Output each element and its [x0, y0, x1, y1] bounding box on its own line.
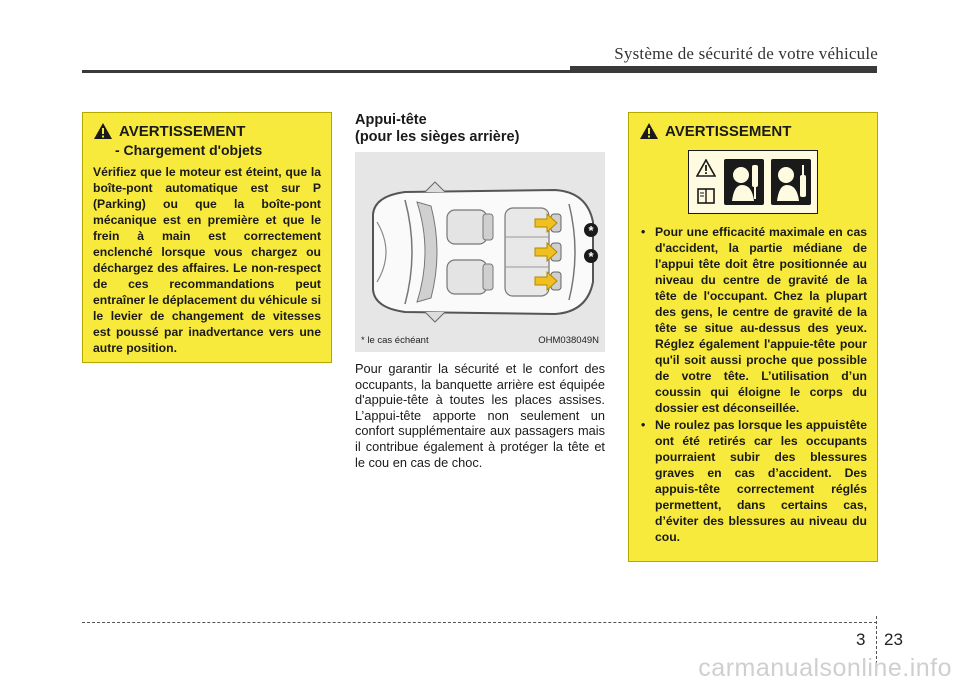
warning-bullet-list [639, 224, 867, 545]
warning-box-loading [82, 112, 332, 363]
warning-triangle-icon [639, 122, 659, 140]
svg-text:*: * [588, 223, 594, 238]
car-top-view-illustration [355, 152, 605, 352]
section-title [355, 112, 519, 146]
pictogram-correct-position [724, 159, 764, 205]
section-title-line2: (pour les sièges arrière) [355, 129, 520, 145]
head-incorrect-icon [771, 159, 811, 205]
pictogram-incorrect-position [771, 159, 811, 205]
figure-note: * le cas échéant [361, 335, 429, 346]
warning-title: AVERTISSEMENT [665, 123, 792, 140]
page-header-title: Système de sécurité de votre véhicule [614, 44, 878, 63]
rear-headrest-figure [355, 152, 605, 352]
figure-code: OHM038049N [538, 335, 599, 346]
warning-box-headrest [628, 112, 878, 562]
warning-heading [93, 123, 321, 140]
page-number: 23 [884, 630, 903, 649]
warning-heading [639, 123, 867, 140]
manual-book-icon [696, 187, 716, 205]
warning-title: AVERTISSEMENT [119, 123, 246, 140]
headrest-warning-pictogram [688, 150, 818, 214]
pictogram-caution-manual [695, 159, 717, 205]
list-item: • Pour une efficacité maximale en cas d'accident, la partie médiane de l'appui tête doit être positionnée au niveau du centre de gravité de la tête de l'occupant. Chez la plupart des gens, le centre de gravité de la tête se situe au-dessus des yeux. Réglez également l'appuie-tête pour qu'il soit aussi proche que possible de votre tête. L’utilisation d’un coussin qui éloigne le corps du dossier est déconseillée. [639, 224, 867, 416]
footer-rule [82, 622, 877, 623]
section-title-line1: Appui-tête [355, 112, 427, 128]
list-item: • Ne roulez pas lorsque les appuistête ont été retirés car les occupants pourraient subir des blessures graves en cas d’accident. Des appuis-tête correctement réglés permettent, dans certains cas, d’éviter des blessures au niveau du cou. [639, 417, 867, 545]
headrest-description: Pour garantir la sécurité et le confort des occupants, la banquette arrière est équipée d'appuie-tête à toutes les places assises. L’appui-tête apporte non seulement un confort supplémentaire aux passagers mais il contribue également à protéger la tête et le cou en cas de choc. [355, 361, 605, 470]
warning-subtitle: - Chargement d'objets [115, 142, 263, 158]
warning-triangle-icon [93, 122, 113, 140]
header-rule-accent [570, 66, 877, 73]
head-correct-icon [724, 159, 764, 205]
caution-triangle-icon [696, 159, 716, 177]
svg-text:*: * [588, 249, 594, 264]
chapter-number: 3 [856, 630, 866, 649]
warning-body-text: Vérifiez que le moteur est éteint, que la boîte-pont automatique est sur P (Parking) ou que la boîte-pont mécanique est en première et que le frein à main est correctement enclenché lorsque vous chargez ou déchargez des affaires. Le non-respect de ces recommandations peut entraîner le déplacement du véhicule si le levier de changement de vitesses est poussé par inadvertance vers une autre position. [93, 165, 321, 355]
watermark: carmanualsonline.info [698, 654, 952, 682]
